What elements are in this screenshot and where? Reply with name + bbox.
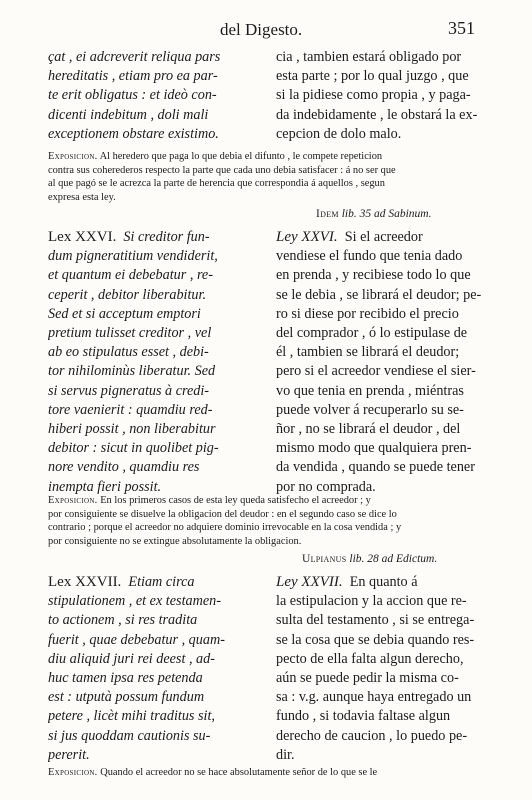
latin-line: Etiam circa (128, 574, 195, 590)
note-line: contrario ; porque el acreedor no adquiere dominio irrevocable en la cosa vendida ; y (48, 522, 402, 533)
spanish-line: sa : v.g. aunque haya entregado un (276, 689, 472, 706)
spanish-line: cepcion de dolo malo. (276, 125, 402, 142)
latin-line: fuerit , quae debebatur , quam- (48, 631, 225, 648)
latin-line: tor nihilominùs liberatur. Sed (48, 363, 216, 380)
latin-line: exceptionem obstare existimo. (48, 125, 219, 142)
law-27-section (48, 573, 488, 765)
latin-column (48, 228, 264, 497)
spanish-line: él , tambien se librará el deudor; (276, 344, 460, 361)
page-header (0, 12, 532, 38)
latin-line: si jus quoddam cautionis su- (48, 727, 211, 744)
note-line: por consiguiente no se extingue absolutamente la obligacion. (48, 535, 302, 547)
latin-line: hiberi possit , non liberabitur (48, 421, 216, 438)
latin-line: ceperit , debitor liberabitur. (48, 286, 207, 303)
spanish-line: fundo , si todavia faltase algun (276, 708, 451, 725)
latin-line: ab eo stipulatus esset , debi- (48, 344, 209, 361)
note-line: En los primeros casos de esta ley queda satisfecho el acreedor ; y (100, 495, 371, 506)
latin-line: pretium tulisset creditor , vel (48, 325, 212, 342)
ley-number: Ley XXVI. (276, 229, 338, 245)
spanish-line: mismo modo que qualquiera pren- (276, 440, 472, 457)
latin-column (48, 48, 264, 144)
ley-number: Ley XXVII. (276, 574, 343, 590)
latin-line: huc tamen ipsa res petenda (48, 670, 203, 687)
spanish-line: vendiese el fundo que tenia dado (276, 248, 463, 265)
latin-line: petere , licèt mihi traditus sit, (48, 708, 215, 725)
latin-line: tore vaenierit : quamdiu red- (48, 401, 213, 418)
latin-column (48, 573, 264, 765)
latin-line: Si creditor fun- (123, 229, 210, 245)
exposition-label: Exposicion. (48, 767, 98, 778)
citation-reference: lib. 28 ad Edictum. (349, 553, 438, 565)
source-citation (302, 553, 437, 565)
spanish-line: se la cosa que se debia quando res- (276, 631, 475, 648)
latin-line: stipulationem , et ex testamen- (48, 593, 221, 610)
spanish-line: por no comprada. (276, 478, 376, 495)
latin-line: dum pigneratitium vendiderit, (48, 248, 218, 265)
note-line: expresa esta ley. (48, 191, 116, 203)
citation-author: Ulpianus (302, 553, 347, 565)
exposition-note (48, 766, 488, 780)
latin-line: debitor : sicut in quolibet pig- (48, 440, 219, 457)
note-line: al que pagó se le acrezca la parte de herencia que correspondia á aquellos , segun (48, 178, 385, 189)
latin-line: est : utputà possum fundum (48, 689, 205, 706)
page-number: 351 (448, 18, 475, 38)
spanish-line: ñor , no se librará el deudor , del (276, 421, 461, 438)
latin-line: hereditatis , etiam pro ea par- (48, 68, 218, 85)
spanish-column (276, 48, 488, 144)
note-line: contra sus coherederos respecto la parte que cada uno debia satisfacer : á no ser que (48, 164, 396, 176)
spanish-line: esta parte ; por lo qual juzgo , que (276, 68, 469, 85)
lex-number: Lex XXVII. (48, 574, 122, 590)
spanish-line: ro si diese por recibido el precio (276, 305, 459, 322)
spanish-line: derecho de caucion , lo puedo pe- (276, 727, 468, 744)
latin-line: si servus pigneratus à credi- (48, 382, 210, 399)
latin-line: pererit. (48, 746, 90, 763)
spanish-column (276, 573, 488, 765)
spanish-line: da vendida , quando se puede tener (276, 459, 475, 476)
latin-line: et quantum ei debebatur , re- (48, 267, 213, 284)
spanish-line: dir. (276, 746, 295, 763)
latin-line: te erit obligatus : et ideò con- (48, 87, 217, 104)
spanish-line: del comprador , ó lo estipulase de (276, 325, 468, 342)
note-line: Quando el acreedor no se hace absolutamente señor de lo que se le (100, 767, 378, 778)
citation-reference: lib. 35 ad Sabinum. (341, 208, 432, 220)
spanish-line: En quanto á (349, 574, 418, 590)
spanish-line: si la pidiese como propia , y paga- (276, 87, 471, 104)
spanish-column (276, 228, 488, 497)
spanish-line: vo que tenia en prenda , miéntras (276, 382, 464, 399)
spanish-line: sulta del testamento , si se entrega- (276, 612, 475, 629)
note-line: Al heredero que paga lo que debia el difunto , le compete repeticion (99, 151, 383, 162)
latin-line: çat , ei adcreverit reliqua pars (48, 49, 221, 65)
exposition-label: Exposicion. (48, 495, 98, 506)
spanish-line: pero si el acreedor vendiese el sier- (276, 363, 476, 380)
spanish-line: Si el acreedor (344, 229, 423, 245)
exposition-label: Exposicion. (48, 151, 98, 162)
latin-line: to actionem , si res tradita (48, 612, 198, 629)
continuation-section (48, 48, 488, 144)
latin-line: diu aliquid juri rei deest , ad- (48, 650, 215, 667)
running-title: del Digesto. (220, 20, 303, 39)
spanish-line: cia , tambien estará obligado por (276, 49, 462, 65)
exposition-note (48, 150, 488, 204)
spanish-line: aún se puede pedir la misma co- (276, 670, 459, 687)
exposition-note (48, 494, 488, 548)
latin-line: dicenti indebitum , doli mali (48, 106, 209, 123)
spanish-line: puede volver á recuperarlo su se- (276, 401, 464, 418)
latin-line: inempta fieri possit. (48, 478, 162, 495)
latin-line: nore vendito , quamdiu res (48, 459, 200, 476)
citation-author: Idem (316, 208, 339, 220)
latin-line: Sed et si acceptum emptori (48, 305, 201, 322)
lex-number: Lex XXVI. (48, 229, 117, 245)
spanish-line: en prenda , y recibiese todo lo que (276, 267, 471, 284)
spanish-line: da indebidamente , le obstará la ex- (276, 106, 478, 123)
spanish-line: se le debia , se librará el deudor; pe- (276, 286, 482, 303)
spanish-line: la estipulacion y la accion que re- (276, 593, 467, 610)
spanish-line: pecto de ella falta algun derecho, (276, 650, 464, 667)
law-26-section (48, 228, 488, 497)
source-citation (316, 208, 431, 220)
note-line: por consiguiente se disuelve la obligacion del deudor : en el segundo caso se dice lo (48, 508, 397, 520)
